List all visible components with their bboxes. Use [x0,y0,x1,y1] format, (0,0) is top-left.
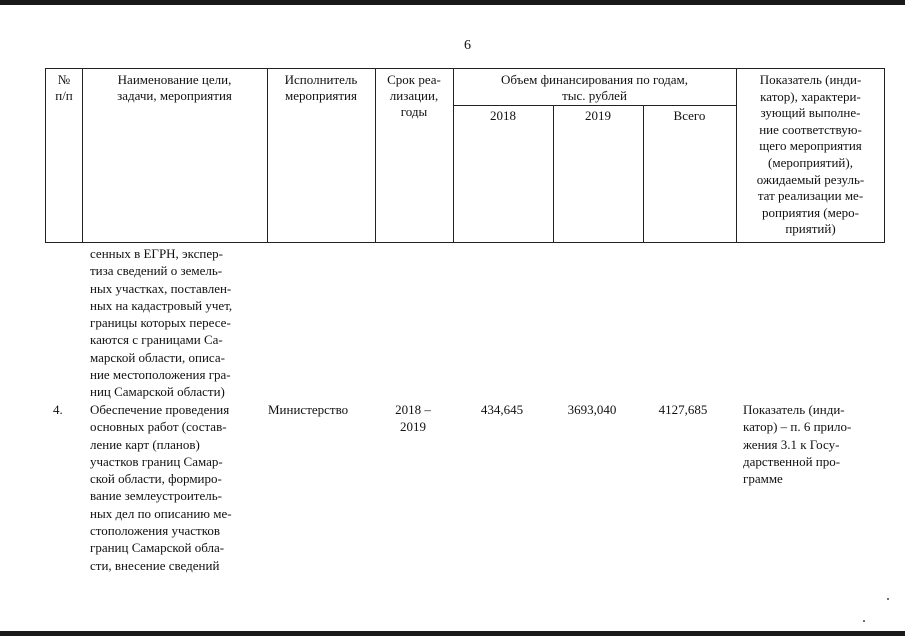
grid-line [453,105,736,106]
row4-term: 2018 – 2019 [395,402,431,435]
header-num: № п/п [55,72,73,103]
table-header-grid [45,68,885,243]
header-term: Срок реа- лизации, годы [387,72,441,119]
continuation-name-cell: сенных в ЕГРН, экспер- тиза сведений о земель- ных участках, поставлен- ных на кадастровый учет, границы которых пересе- каются с границами Са- марской области, описа- ние местоположения гра- ниц Самарской области) [90,246,233,400]
header-executor: Исполнитель мероприятия [284,72,358,103]
row4-num: 4. [53,402,63,417]
header-year-2019: 2019 [585,108,611,123]
grid-line [643,106,644,243]
scan-speck [863,620,865,622]
row4-2018-value: 434,645 [480,402,524,417]
header-funding: Объем финансирования по годам, тыс. рублей [500,72,689,103]
page-number: 6 [464,38,471,53]
header-total: Всего [673,108,706,123]
scan-speck [887,598,889,600]
row4-total-value: 4127,685 [658,402,708,417]
row4-name-cell: Обеспечение проведения основных работ (состав- ление карт (планов) участков границ Самар- ской области, формиро- вание землеустроитель- ных дел по описанию ме- стоположения участков границ Самарской обла- сти, внесение сведений [90,402,232,573]
top-border-rule [0,0,905,5]
grid-line [553,106,554,243]
header-year-2018: 2018 [490,108,516,123]
row4-indicator-cell: Показатель (инди- катор) – п. 6 прило- жения 3.1 к Госу- дарственной про- грамме [743,402,852,487]
row4-2019-value: 3693,040 [567,402,617,417]
bottom-border-rule [0,631,905,636]
row4-executor: Министерство [268,402,349,417]
header-indicator: Показатель (инди- катор), характери- зующий выполне- ние соответствую- щего мероприятия (мероприятий), ожидаемый резуль- тат реализации ме- роприятия (меро- приятий) [756,72,865,237]
header-name: Наименование цели, задачи, мероприятия [117,72,232,103]
